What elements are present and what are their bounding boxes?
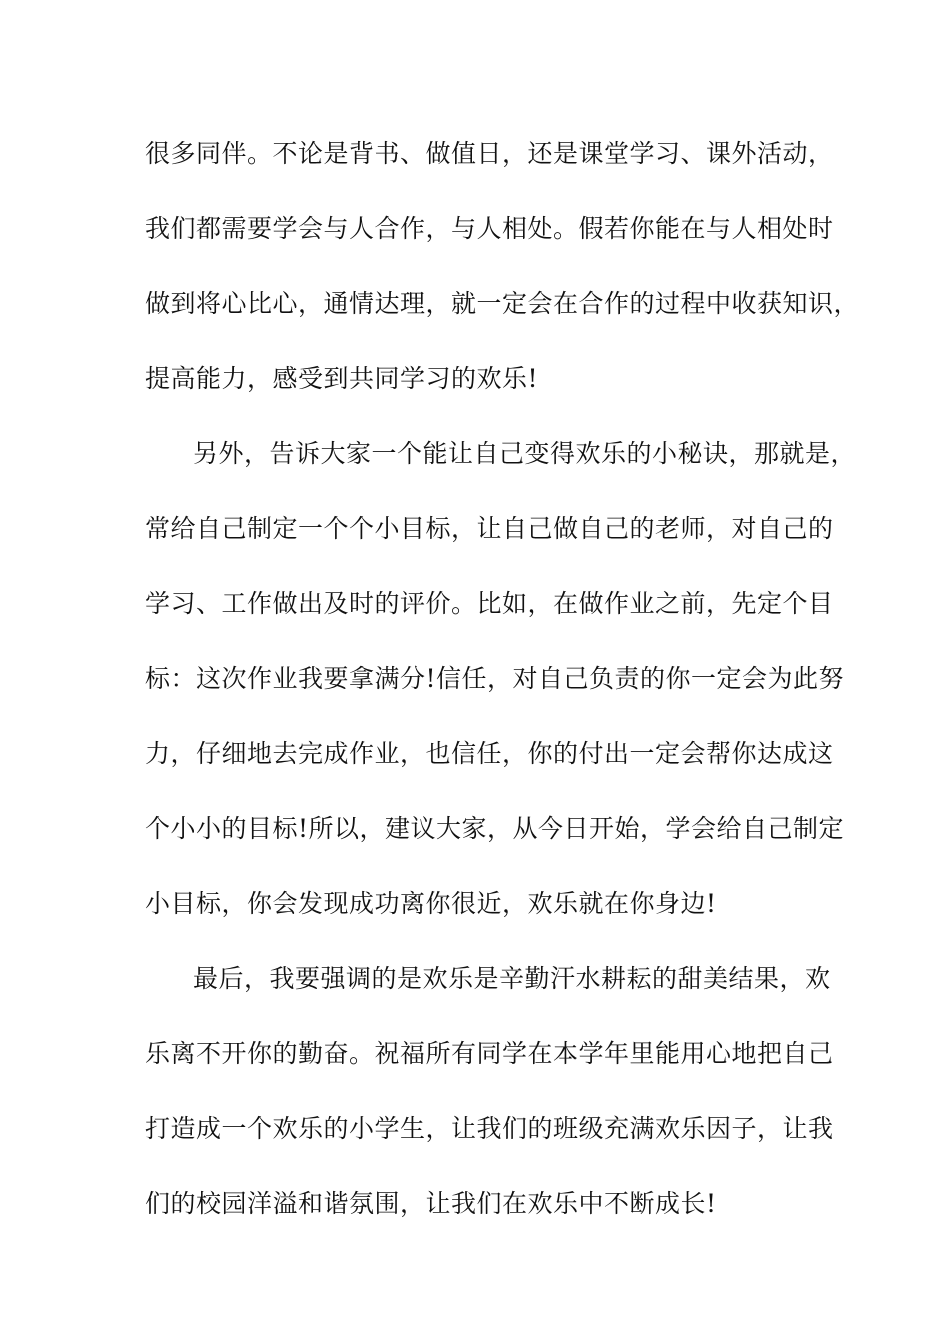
text-line: 很多同伴。不论是背书、做值日，还是课堂学习、课外活动， <box>145 139 834 168</box>
text-line: 个小小的目标!所以，建议大家，从今日开始，学会给自己制定 <box>145 814 845 843</box>
text-line: 提高能力，感受到共同学习的欢乐! <box>145 364 539 393</box>
text-line: 打造成一个欢乐的小学生，让我们的班级充满欢乐因子，让我 <box>145 1114 834 1143</box>
document-body <box>145 130 860 1255</box>
text-line: 力，仔细地去完成作业，也信任，你的付出一定会帮你达成这 <box>145 739 834 768</box>
text-line: 乐离不开你的勤奋。祝福所有同学在本学年里能用心地把自己 <box>145 1039 834 1068</box>
text-line: 学习、工作做出及时的评价。比如，在做作业之前，先定个目 <box>145 589 834 618</box>
text-line: 们的校园洋溢和谐氛围，让我们在欢乐中不断成长! <box>145 1189 717 1218</box>
text-line: 我们都需要学会与人合作，与人相处。假若你能在与人相处时 <box>145 214 834 243</box>
text-line: 做到将心比心，通情达理，就一定会在合作的过程中收获知识， <box>145 289 860 318</box>
text-line: 常给自己制定一个个小目标，让自己做自己的老师，对自己的 <box>145 514 834 543</box>
paragraph-first-line: 另外，告诉大家一个能让自己变得欢乐的小秘诀，那就是， <box>193 439 857 468</box>
text-line: 小目标，你会发现成功离你很近，欢乐就在你身边! <box>145 889 717 918</box>
paragraph-first-line: 最后，我要强调的是欢乐是辛勤汗水耕耘的甜美结果，欢 <box>193 964 831 993</box>
text-line: 标：这次作业我要拿满分!信任，对自己负责的你一定会为此努 <box>145 664 845 693</box>
